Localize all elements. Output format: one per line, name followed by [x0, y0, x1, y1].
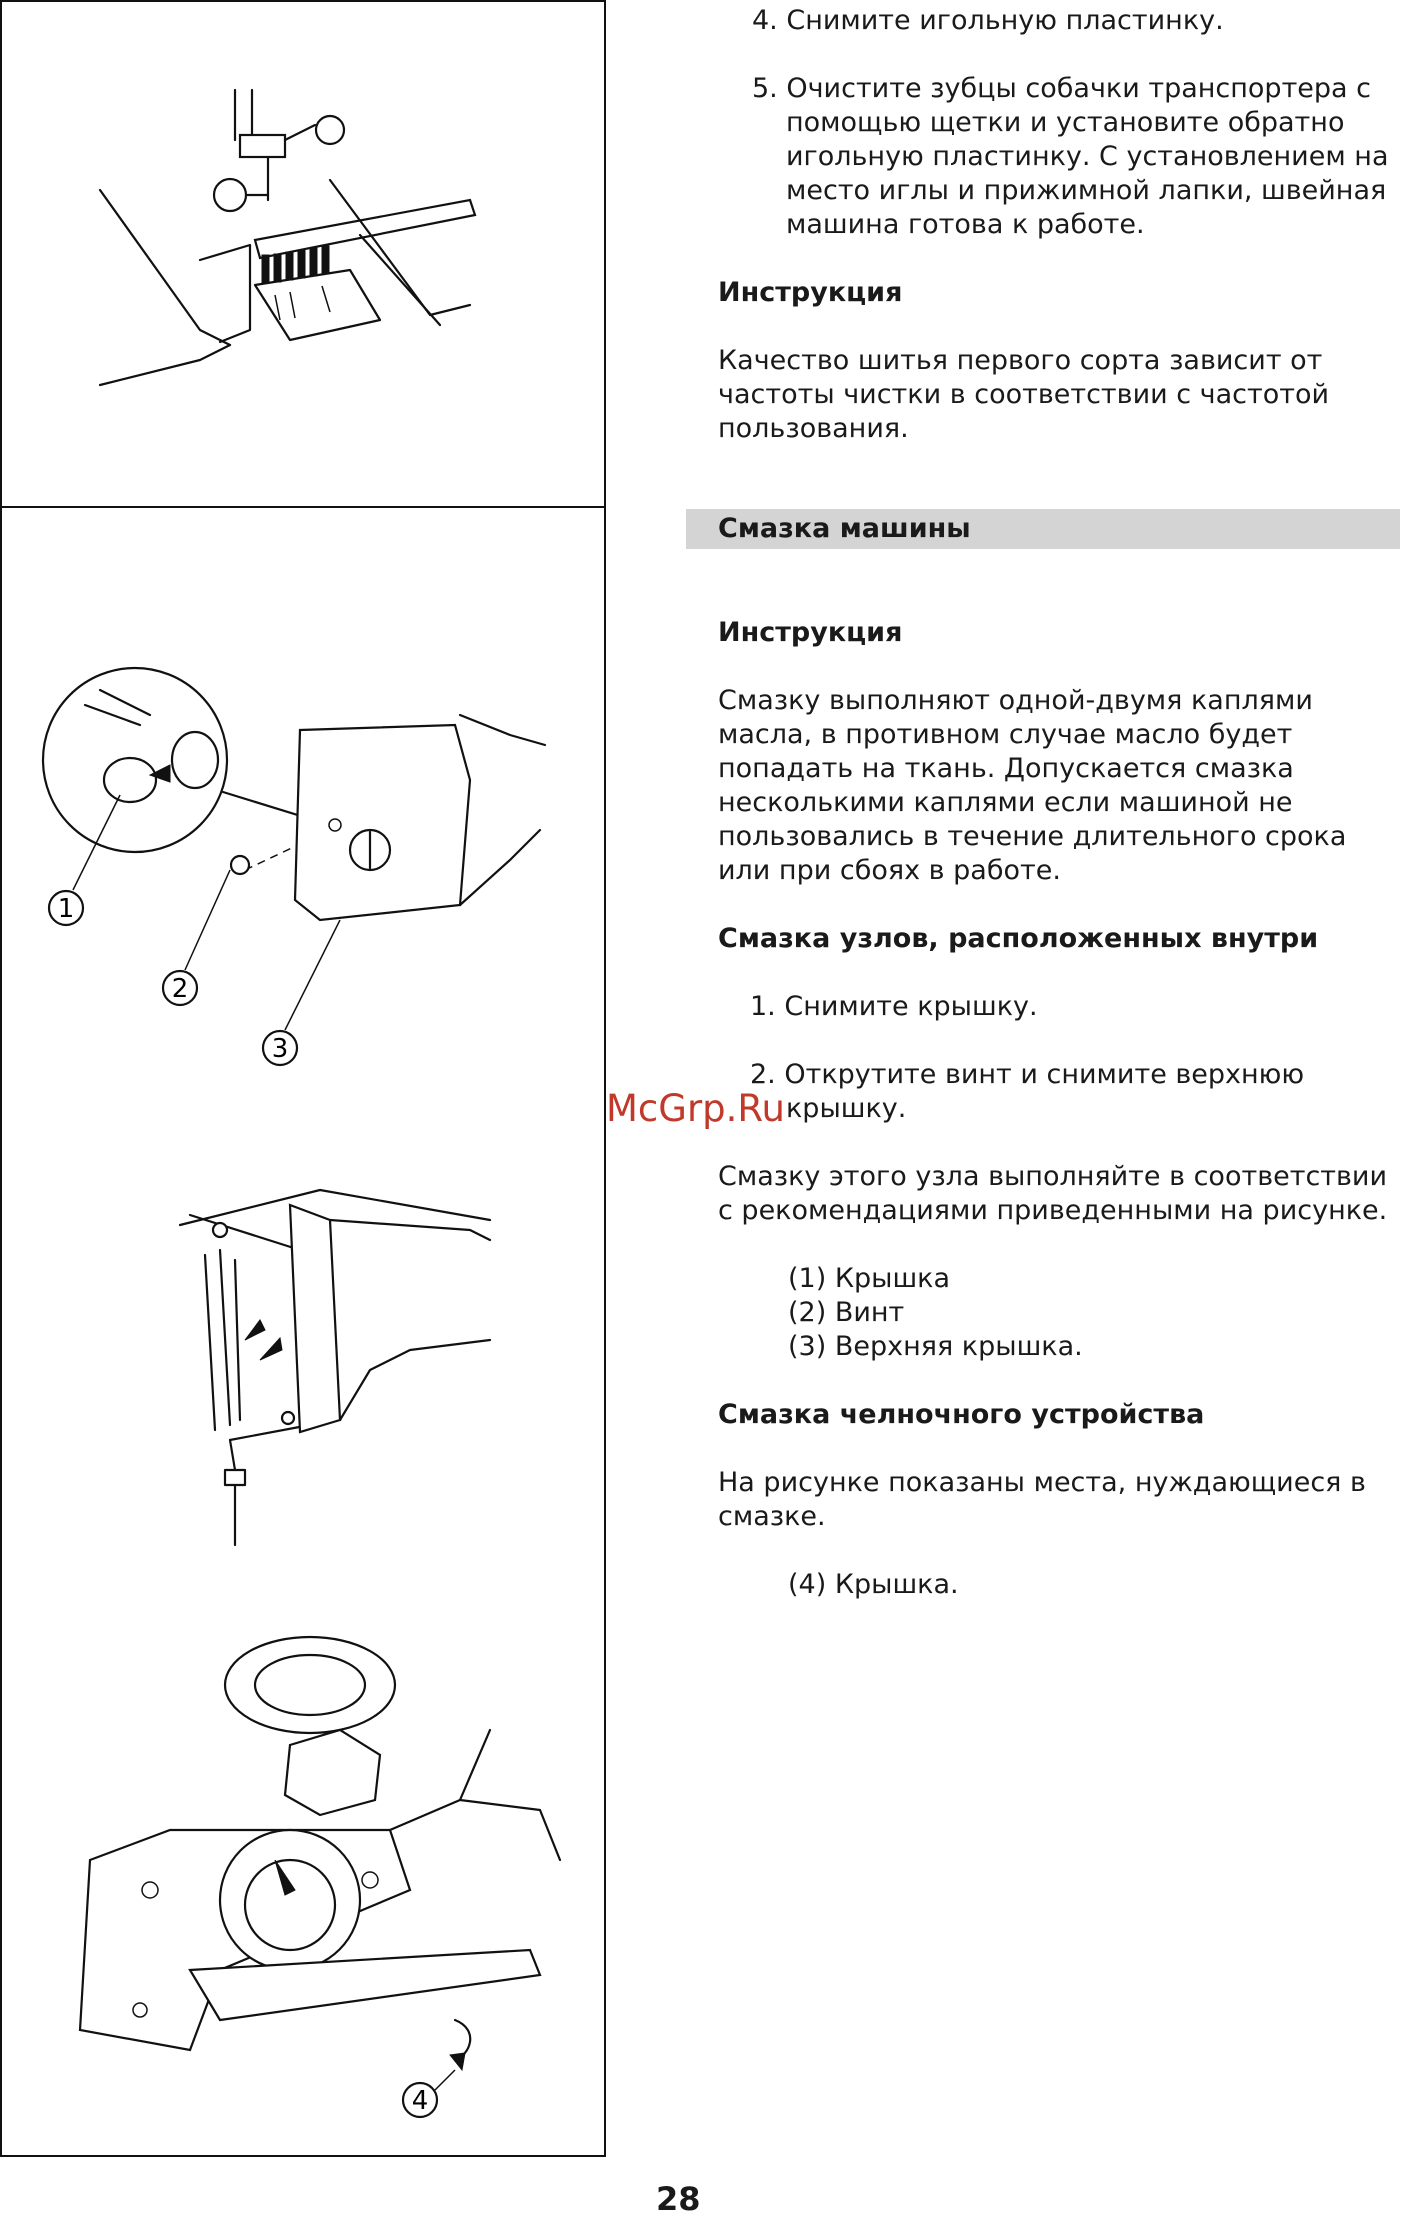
instruction-2-line-1: Смазку выполняют одной-двумя каплями — [718, 685, 1313, 716]
instruction-1-line-1: Качество шитья первого сорта зависит от — [718, 345, 1323, 376]
inner-step-2-line-2: крышку. — [786, 1093, 907, 1124]
inner-step-1: 1. Снимите крышку. — [750, 991, 1038, 1022]
instruction-2-line-5: пользовались в течение длительного срока — [718, 821, 1347, 852]
instruction-2-line-6: или при сбоях в работе. — [718, 855, 1061, 886]
shuttle-line-2: смазке. — [718, 1501, 826, 1532]
step-5-line-1: 5. Очистите зубцы собачки транспортера с — [752, 73, 1372, 104]
step-5-line-3: игольную пластинку. С установлением на — [786, 141, 1389, 172]
step-4: 4. Снимите игольную пластинку. — [752, 5, 1224, 36]
legend-item-3: (3) Верхняя крышка. — [788, 1331, 1083, 1362]
svg-text:2: 2 — [171, 974, 189, 1004]
inner-note-line-1: Смазку этого узла выполняйте в соответствии — [718, 1161, 1388, 1192]
inner-step-2-line-1: 2. Открутите винт и снимите верхнюю — [750, 1059, 1305, 1090]
inner-lubrication-heading: Смазка узлов, расположенных внутри — [718, 923, 1319, 954]
legend-item-2: (2) Винт — [788, 1297, 905, 1328]
instruction-heading-2: Инструкция — [718, 617, 903, 648]
instruction-1-line-2: частоты чистки в соответствии с частотой — [718, 379, 1330, 410]
svg-text:3: 3 — [271, 1034, 289, 1064]
instruction-2-line-2: масла, в противном случае масло будет — [718, 719, 1293, 750]
step-5-line-5: машина готова к работе. — [786, 209, 1145, 240]
instruction-1-line-3: пользования. — [718, 413, 909, 444]
instruction-heading-1: Инструкция — [718, 277, 903, 308]
section-title-bar — [686, 509, 1400, 549]
svg-text:4: 4 — [411, 2086, 429, 2116]
svg-text:1: 1 — [57, 894, 75, 924]
callout-4 — [400, 2080, 440, 2120]
legend-item-4: (4) Крышка. — [788, 1569, 959, 1600]
shuttle-line-1: На рисунке показаны места, нуждающиеся в — [718, 1467, 1366, 1498]
instruction-2-line-3: попадать на ткань. Допускается смазка — [718, 753, 1294, 784]
watermark: McGrp.Ru — [606, 1087, 785, 1130]
page-number: 28 — [656, 2180, 701, 2218]
callout-leaders — [0, 0, 606, 1100]
figure-shuttle-hook — [60, 1630, 580, 2100]
instruction-2-line-4: несколькими каплями если машиной не — [718, 787, 1293, 818]
step-5-line-2: помощью щетки и установите обратно — [786, 107, 1345, 138]
legend-item-1: (1) Крышка — [788, 1263, 951, 1294]
shuttle-heading: Смазка челночного устройства — [718, 1399, 1205, 1430]
inner-note-line-2: с рекомендациями приведенными на рисунке. — [718, 1195, 1388, 1226]
step-5-line-4: место иглы и прижимной лапки, швейная — [786, 175, 1387, 206]
section-title: Смазка машины — [718, 513, 971, 544]
figure-needle-bar-oil-points — [170, 1170, 510, 1550]
